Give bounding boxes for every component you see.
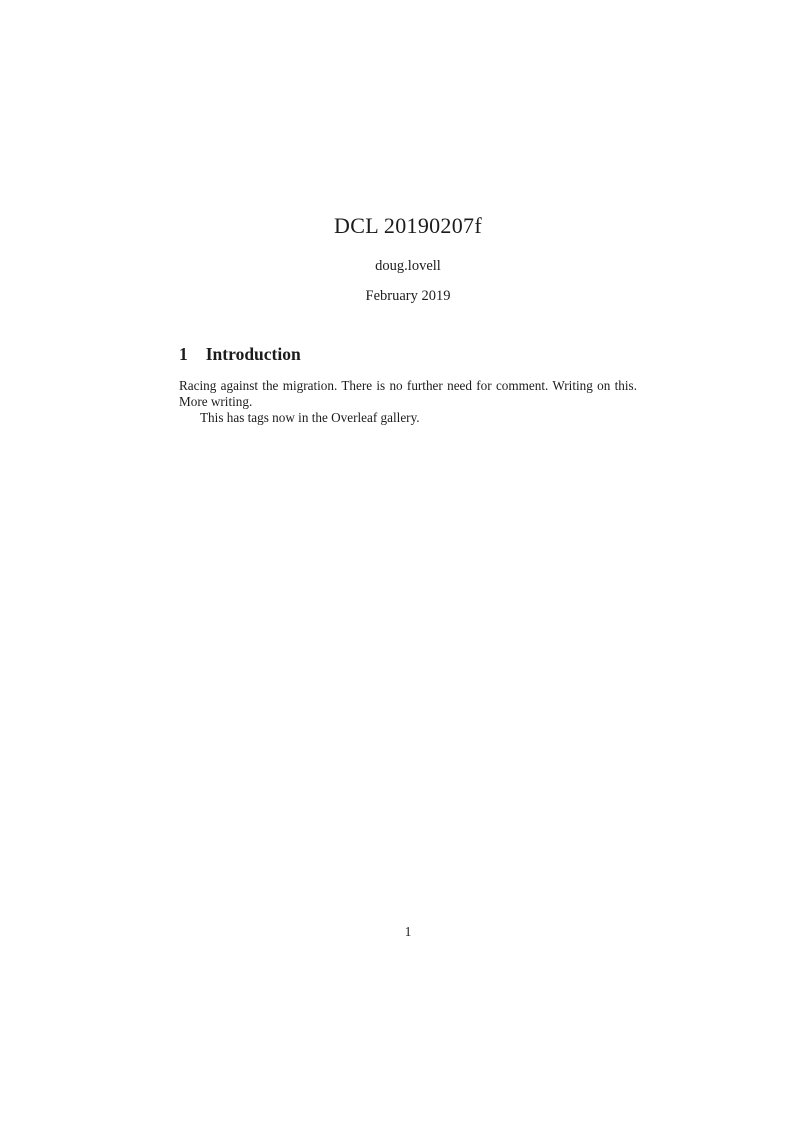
document-title: DCL 20190207f: [334, 213, 482, 238]
document-date: February 2019: [365, 288, 451, 304]
section-body: [179, 378, 637, 427]
page-number: 1: [404, 924, 412, 939]
section-title: Introduction: [205, 344, 301, 364]
title-block: [179, 213, 637, 305]
document-author: doug.lovell: [375, 258, 441, 274]
section-heading: [179, 344, 637, 365]
paragraph: Racing against the migration. There is no further need for comment. Writing on this. More writing.: [179, 378, 637, 410]
paragraph: This has tags now in the Overleaf gallery.: [200, 410, 420, 426]
section-number: 1: [179, 344, 188, 364]
